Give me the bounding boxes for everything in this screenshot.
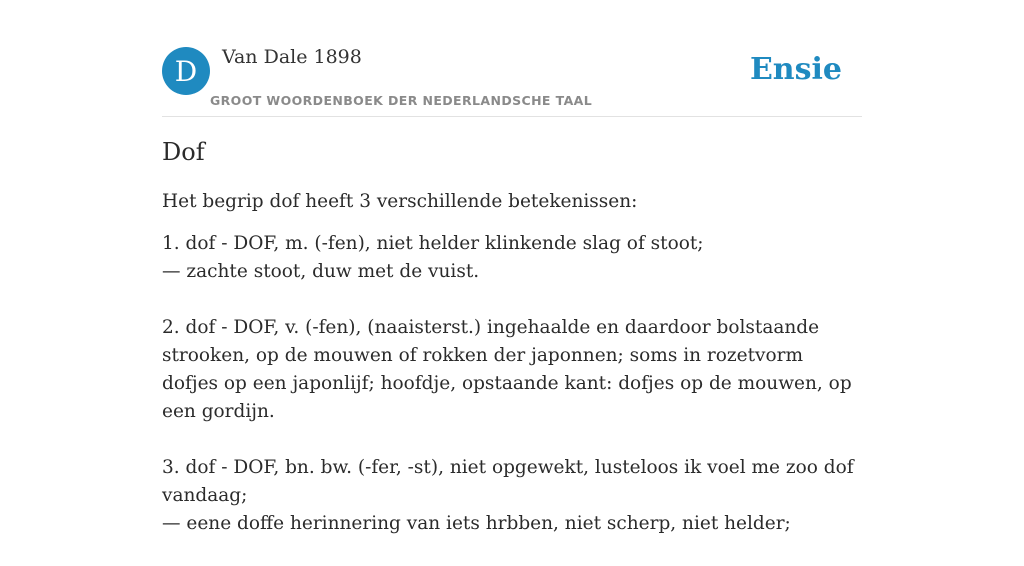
definition-entry bbox=[162, 314, 862, 426]
site-header bbox=[162, 46, 862, 117]
definition-text: 1. dof - DOF, m. (-fen), niet helder klinkende slag of stoot; bbox=[162, 233, 704, 254]
main-content bbox=[162, 138, 862, 566]
definition-text: 3. dof - DOF, bn. bw. (-fer, -st), niet opgewekt, lusteloos ik voel me zoo dof vandaag; bbox=[162, 457, 854, 506]
page-title: Dof bbox=[162, 138, 205, 166]
definition-text: 2. dof - DOF, v. (-fen), (naaisterst.) ingehaalde en daardoor bolstaande strooken, op de mouwen of rokken der japonnen; soms in rozetvorm dofjes op een japonlijf; hoofdje, opstaande kant: dofjes op de mouwen, op een gordijn. bbox=[162, 317, 852, 422]
source-title[interactable]: Van Dale 1898 bbox=[222, 46, 362, 68]
source-logo[interactable] bbox=[162, 47, 210, 95]
definition-text: — zachte stoot, duw met de vuist. bbox=[162, 261, 480, 282]
definition-entry bbox=[162, 230, 862, 286]
definition-text: — eene doffe herinnering van iets hrbben, niet scherp, niet helder; bbox=[162, 513, 791, 534]
intro-text: Het begrip dof heeft 3 verschillende betekenissen: bbox=[162, 191, 638, 212]
logo-letter: D bbox=[174, 54, 198, 88]
definition-entry bbox=[162, 454, 862, 538]
source-subtitle: GROOT WOORDENBOEK DER NEDERLANDSCHE TAAL bbox=[210, 93, 593, 108]
brand-logo[interactable]: Ensie bbox=[749, 52, 842, 87]
